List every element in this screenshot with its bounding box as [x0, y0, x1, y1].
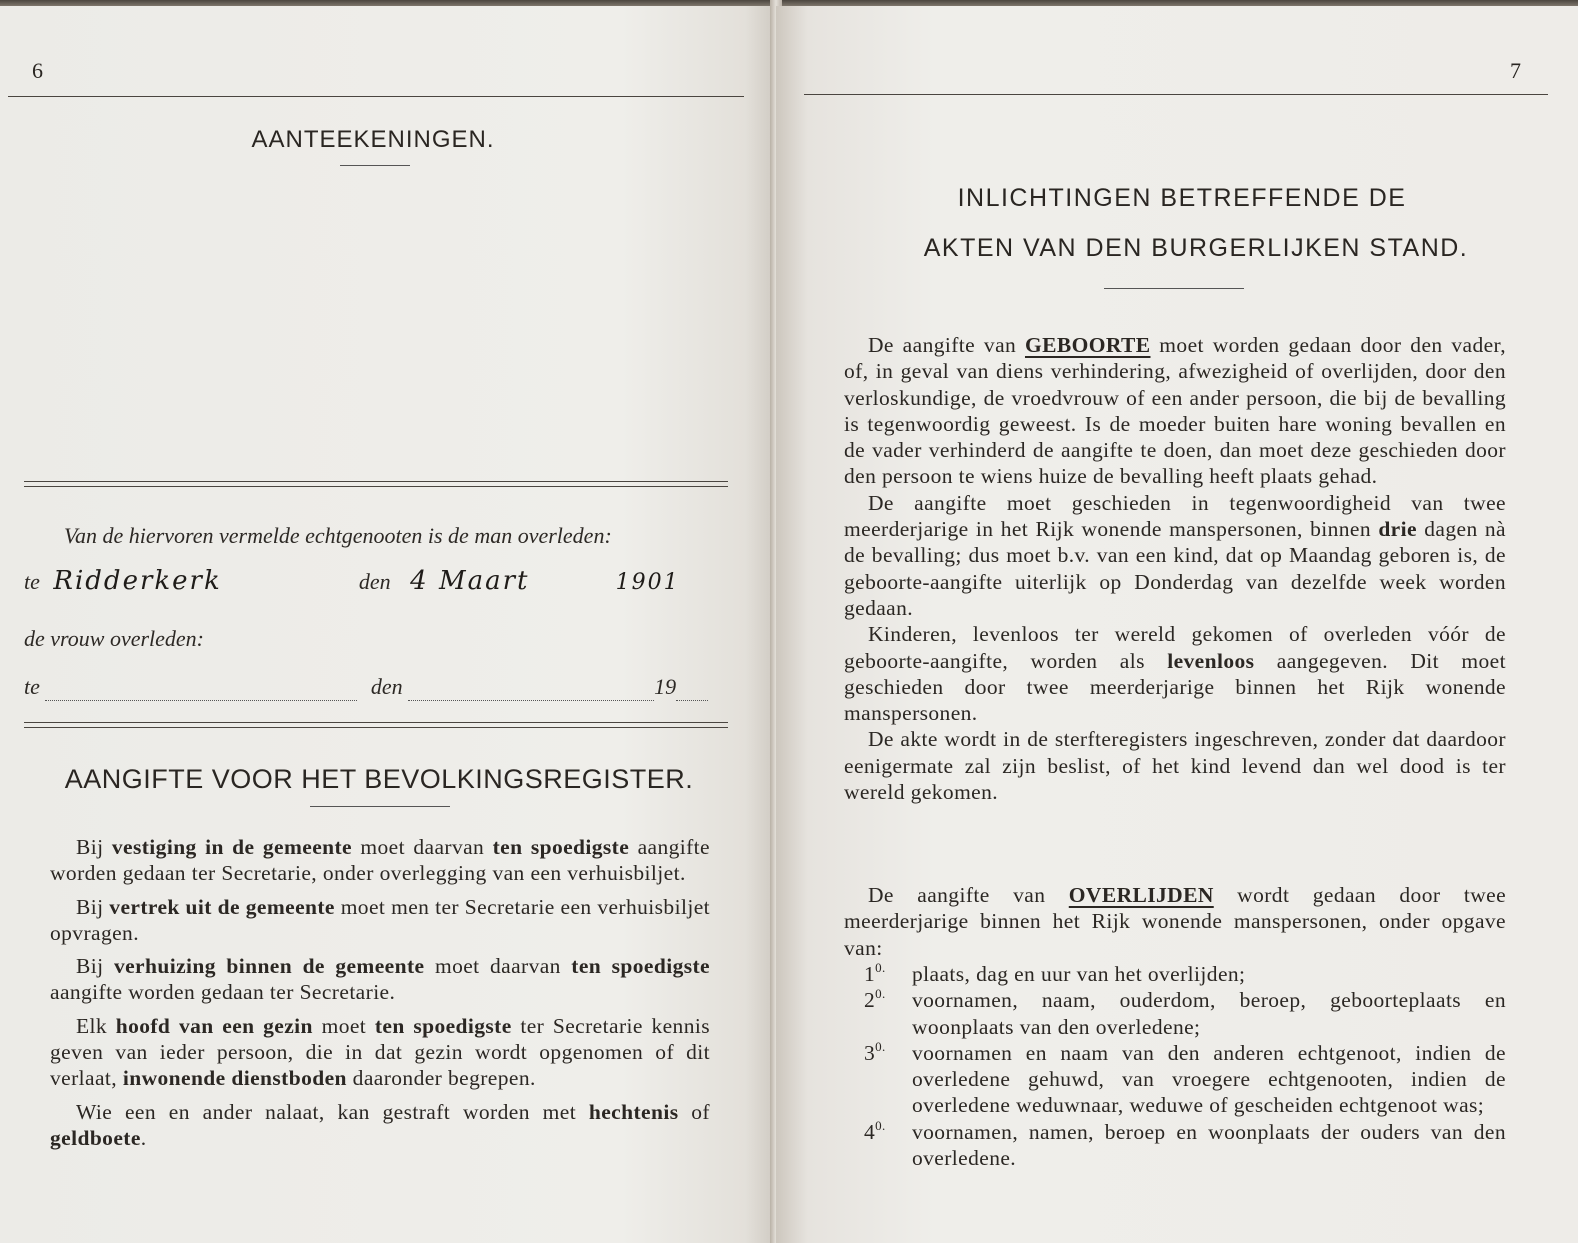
text-run: moet daarvan — [424, 954, 572, 979]
text-run: dagen nà de bevalling; dus moet b.v. van een kind, dat op Maandag geboren is, de geboorte-aangifte uiterlijk op Donderdag van dezelfde week worden gedaan. — [844, 517, 1506, 620]
text-run: aangifte worden gedaan ter Secretarie. — [50, 980, 396, 1005]
text-run: ter Secretarie kennis geven van ieder persoon, die in dat gezin wordt opgenomen of dit verlaat, — [50, 1013, 710, 1091]
item-number: $1^{0.}$ — [864, 960, 886, 986]
bold-text: geldboete — [50, 1125, 141, 1150]
wife-den-label: den — [370, 674, 403, 699]
text-run: Wie een en ander nalaat, kan gestraft worden met — [76, 1099, 589, 1124]
bold-text: ten spoedigste — [374, 1013, 512, 1038]
item-number: $3^{0.}$ — [864, 1038, 886, 1065]
text-run: . — [140, 1125, 147, 1150]
item-number: $4^{0.}$ — [864, 1117, 886, 1144]
text-run: Bij — [76, 894, 110, 919]
register-heading: AANGIFTE VOOR HET BEVOLKINGSREGISTER. — [64, 764, 694, 794]
item-text: voornamen en naam van den anderen echtgenoot, indien de overledene gehuwd, van vroegere echtgenooten, indien de overledene weduwnaar, weduwe of gescheiden echtgenoot was; — [912, 1040, 1506, 1118]
right-heading-line1: INLICHTINGEN BETREFFENDE DE — [957, 184, 1407, 212]
paragraph — [50, 953, 710, 1006]
text-run: De aangifte moet geschieden in tegenwoordigheid van twee meerderjarige in het Rijk wonende manspersonen, binnen — [844, 490, 1506, 542]
text-run: moet — [312, 1013, 375, 1038]
wife-te-label: te — [24, 674, 40, 699]
bold-text: inwonende dienstboden — [122, 1066, 347, 1091]
death-record-intro: Van de hiervoren vermelde echtgenooten is de man overleden: — [64, 523, 612, 548]
death-list-item — [844, 961, 1506, 987]
header-rule-right — [804, 94, 1548, 95]
bold-text: vestiging in de gemeente — [111, 835, 353, 859]
bold-text: vertrek uit de gemeente — [109, 894, 335, 919]
paragraph — [844, 490, 1506, 621]
wife-year-prefix: 19 — [654, 674, 677, 699]
header-rule-left — [8, 96, 744, 97]
item-number: $2^{0.}$ — [864, 986, 886, 1013]
death-list-item — [844, 1040, 1506, 1119]
bold-text: ten spoedigste — [492, 835, 630, 859]
text-run: De aangifte van — [868, 333, 1025, 357]
text-run: moet worden gedaan door den vader, of, in geval van diens verhindering, afwezigheid of overlijden, door den verloskundige, de vroedvrouw of een ander persoon, die bij de bevalling is tegenwoordig geweest. Is de moeder buiten hare woning bevallen en de vader verhinderd de aangifte te doen, dan moet deze geschieden door den persoon te wiens huize de bevalling heeft plaats gehad. — [844, 333, 1507, 489]
paragraph — [50, 834, 710, 887]
wife-death-line — [24, 674, 734, 701]
right-heading-line2: AKTEN VAN DEN BURGERLIJKEN STAND. — [923, 234, 1469, 262]
text-run: moet men ter Secretarie een verhuisbiljet opvragen. — [50, 894, 711, 945]
wife-year-blank — [676, 674, 708, 701]
right-heading-divider — [1104, 288, 1244, 289]
text-run: wordt gedaan door twee meerderjarige binnen het Rijk wonende manspersonen, onder opgave van: — [844, 883, 1507, 960]
death-list-item — [844, 987, 1506, 1040]
bold-text: levenloos — [1167, 648, 1255, 673]
page-number-left: 6 — [32, 58, 43, 83]
register-top-rule — [24, 722, 728, 728]
text-run: aangegeven. Dit moet geschieden door twee meerderjarige binnen het Rijk wonende manspersonen. — [844, 648, 1506, 726]
text-run: moet daarvan — [352, 835, 493, 859]
bold-text: drie — [1378, 517, 1417, 542]
text-run: Elk — [76, 1013, 116, 1038]
wife-place-blank — [45, 674, 357, 701]
bold-text: hechtenis — [588, 1099, 679, 1124]
notes-heading: AANTEEKENINGEN. — [251, 126, 495, 153]
item-text: voornamen, namen, beroep en woonplaats der ouders van den overledene. — [912, 1119, 1506, 1171]
bold-text: OVERLIJDEN — [1068, 883, 1214, 907]
man-death-date: 4 Maart — [410, 566, 530, 596]
text-run: daaronder begrepen. — [346, 1066, 536, 1091]
page-number-right: 7 — [1510, 58, 1521, 83]
bold-text: hoofd van een gezin — [115, 1013, 313, 1038]
birth-paragraphs — [844, 332, 1506, 805]
paragraph — [844, 621, 1506, 726]
text-run: Kinderen, levenloos ter wereld gekomen of overleden vóór de geboorte-aangifte, worden als — [844, 622, 1506, 673]
text-run: Bij — [76, 835, 112, 859]
paragraph — [844, 726, 1506, 805]
right-page — [776, 6, 1578, 1243]
bold-text: verhuizing binnen de gemeente — [113, 954, 425, 979]
paragraph — [50, 1013, 710, 1092]
death-list-item — [844, 1119, 1506, 1172]
wife-date-blank — [408, 674, 654, 701]
man-death-year: 1901 — [615, 570, 680, 595]
text-run: Bij — [76, 954, 114, 979]
text-run: aangifte worden gedaan ter Secretarie, onder overlegging van een verhuisbiljet. — [50, 835, 710, 886]
bold-text: GEBOORTE — [1024, 333, 1151, 357]
text-run: De akte wordt in de sterfteregisters ingeschreven, zonder dat daardoor eenigermate zal zijn beslist, of het kind levend dan wel dood is ter wereld gekomen. — [844, 727, 1506, 805]
text-run: of — [678, 1099, 710, 1124]
death-paragraph — [844, 882, 1506, 961]
notes-end-rule — [24, 481, 728, 487]
paragraph — [50, 894, 710, 947]
paragraph — [844, 882, 1506, 961]
den-label: den — [358, 569, 391, 594]
notes-divider — [340, 165, 410, 166]
death-items-list — [844, 961, 1506, 1171]
register-paragraphs — [50, 834, 710, 1158]
item-text: plaats, dag en uur van het overlijden; — [912, 962, 1246, 986]
item-text: voornamen, naam, ouderdom, beroep, geboorteplaats en woonplaats van den overledene; — [912, 988, 1506, 1039]
left-page — [0, 6, 776, 1243]
wife-death-label: de vrouw overleden: — [24, 626, 205, 651]
text-run: De aangifte van — [868, 883, 1069, 907]
paragraph — [50, 1099, 710, 1152]
man-death-line — [24, 566, 744, 596]
te-label: te — [24, 569, 40, 594]
paragraph — [844, 332, 1506, 490]
register-divider — [310, 806, 450, 807]
bold-text: ten spoedigste — [571, 954, 710, 979]
man-death-place: Ridderkerk — [53, 566, 222, 596]
